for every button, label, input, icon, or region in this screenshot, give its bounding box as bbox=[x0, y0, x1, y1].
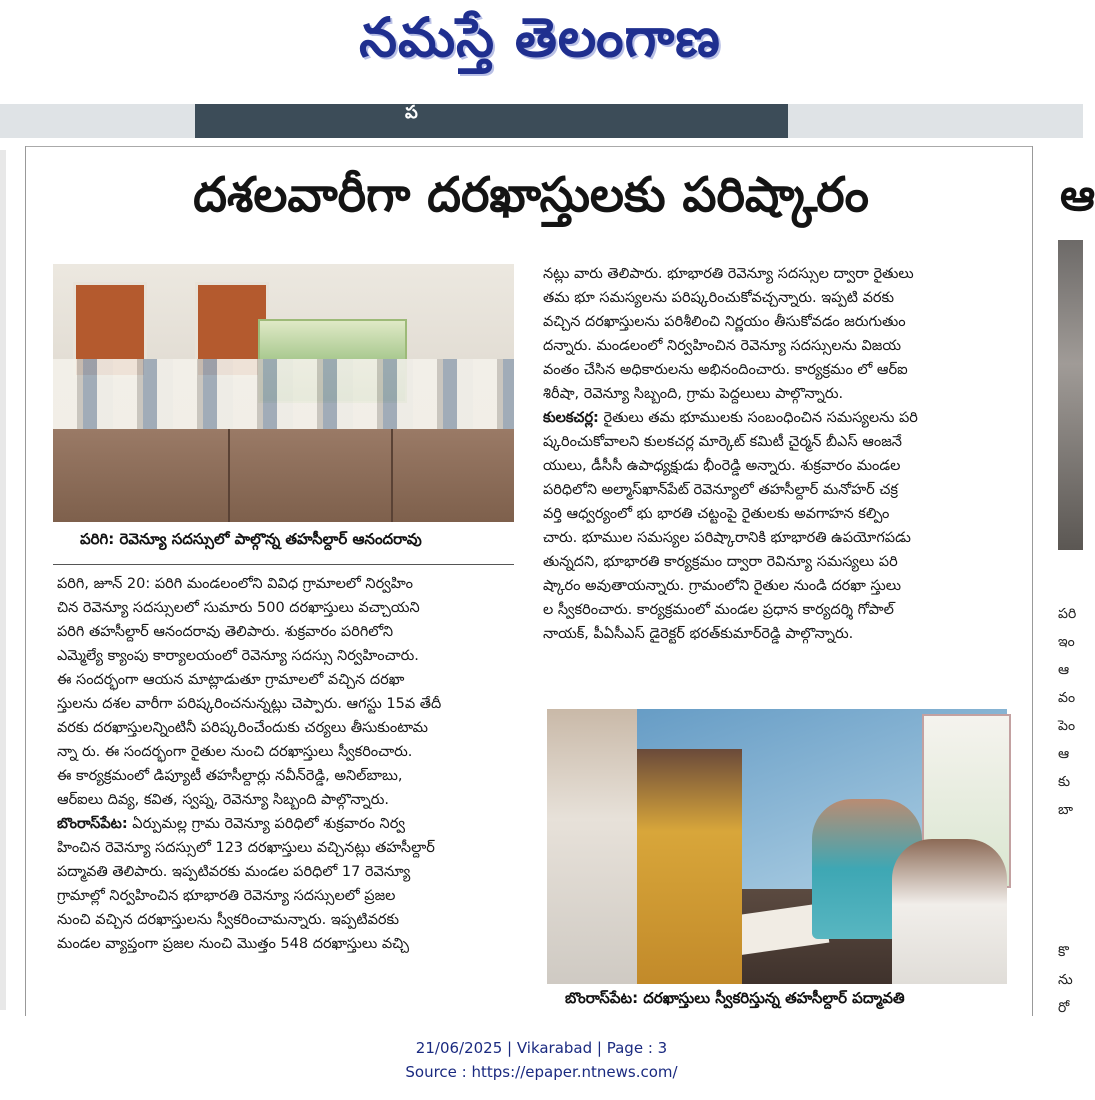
photo2-caption: బొంరాస్‌పేట: దరఖాస్తులు స్వీకరిస్తున్న తహసీల్దార్ పద్మావతి bbox=[565, 989, 905, 1007]
article-headline: దశలవారీగా దరఖాస్తులకు పరిష్కారం bbox=[193, 167, 869, 223]
body-line: ష్కారం అవుతాయన్నారు. గ్రామంలోని రైతుల నుండి దరఖా స్తులు bbox=[543, 578, 902, 594]
adjacent-text: రో bbox=[1058, 1000, 1070, 1016]
body-line: నుంచి వచ్చిన దరఖాస్తులను స్వీకరించామన్నారు. ఇప్పటివరకు bbox=[57, 912, 400, 928]
body-line: ల స్వీకరించారు. కార్యక్రమంలో మండల ప్రధాన కార్యదర్శి గోపాల్ bbox=[543, 602, 894, 618]
body-line: ఎమ్మెల్యే క్యాంపు కార్యాలయంలో రెవెన్యూ సదస్సు నిర్వహించారు. bbox=[57, 648, 419, 664]
body-line: హించిన రెవెన్యూ సదస్సులో 123 దరఖాస్తులు వచ్చినట్లు తహసీల్దార్ bbox=[57, 840, 435, 856]
body-line: చిన రెవెన్యూ సదస్సులలో సుమారు 500 దరఖాస్తులు వచ్చాయని bbox=[57, 600, 420, 616]
body-line: పరిధిలోని అల్మాస్‌ఖాన్‌పేట్ రెవెన్యూలో తహసీల్దార్ మనోహర్ చక్ర bbox=[543, 482, 898, 498]
adjacent-text: బా bbox=[1058, 802, 1074, 818]
body-line: పద్మావతి తెలిపారు. ఇప్పటివరకు మండల పరిధిలో 17 రెవెన్యూ bbox=[57, 864, 411, 880]
body-line: తున్నదని, భూభారతి కార్యక్రమం ద్వారా రెవిన్యూ సమస్యలు పరి bbox=[543, 554, 898, 570]
body-line: ఈ సందర్భంగా ఆయన మాట్లాడుతూ గ్రామాలలో వచ్చిన దరఖా bbox=[57, 672, 405, 688]
body-line: నాయక్, పీఏసీఎస్ డైరెక్టర్ భరత్‌కుమార్‌రెడ్డి పాల్గొన్నారు. bbox=[543, 626, 854, 642]
body-line: వంతం చేసిన అధికారులను అభినందించారు. కార్యక్రమం లో ఆర్ఐ bbox=[543, 362, 908, 378]
article-column-2 bbox=[543, 262, 1013, 646]
page-footer bbox=[0, 1036, 1083, 1084]
band-glyph: ప bbox=[405, 102, 418, 123]
adjacent-text: ఆ bbox=[1058, 662, 1070, 678]
left-column-rule bbox=[25, 146, 26, 1016]
body-line: గ్రామాల్లో నిర్వహించిన భూభారతి రెవెన్యూ సదస్సులలో ప్రజల bbox=[57, 888, 396, 904]
body-line: చారు. భూముల సమస్యల పరిష్కారానికి భూభారతి ఉపయోగపడు bbox=[543, 530, 911, 546]
adjacent-photo bbox=[1058, 240, 1083, 550]
newspaper-logo: నమస్తే తెలంగాణ bbox=[359, 6, 721, 69]
adjacent-text: కొ bbox=[1058, 944, 1069, 960]
adjacent-text: ఇం bbox=[1058, 634, 1075, 650]
photo-revenue-meeting bbox=[53, 264, 514, 522]
adjacent-text: పరి bbox=[1058, 606, 1077, 622]
body-line: వరకు దరఖాస్తులన్నింటినీ పరిష్కరించేందుకు చర్యలు తీసుకుంటామ bbox=[57, 720, 428, 736]
adjacent-headline-fragment: ఆ bbox=[1060, 170, 1095, 221]
footer-source: Source : https://epaper.ntnews.com/ bbox=[405, 1063, 678, 1081]
body-line: శిరీషా, రెవెన్యూ సిబ్బంది, గ్రామ పెద్దలులు పాల్గొన్నారు. bbox=[543, 386, 844, 402]
dateline-bomraspet: బొంరాస్‌పేట: bbox=[57, 816, 128, 832]
body-line bbox=[57, 812, 517, 836]
photo1-caption: పరిగి: రెవెన్యూ సదస్సులో పాల్గొన్న తహసీల్దార్ ఆనందరావు bbox=[80, 530, 422, 548]
body-line: ఆర్‌ఐలు దివ్య, కవిత, స్వప్న, రెవెన్యూ సిబ్బంది పాల్గొన్నారు. bbox=[57, 792, 389, 808]
caption-rule bbox=[53, 564, 514, 565]
footer-date-edition: 21/06/2025 | Vikarabad | Page : 3 bbox=[415, 1039, 668, 1057]
photo-applications-received bbox=[547, 709, 1007, 984]
adjacent-page-left bbox=[0, 150, 6, 1010]
article-column-1 bbox=[57, 572, 517, 956]
top-rule bbox=[25, 146, 1033, 147]
body-line: ష్కరించుకోవాలని కులకచర్ల మార్కెట్ కమిటీ చైర్మన్ బీఎస్ ఆంజనే bbox=[543, 434, 902, 450]
body-line: వర్తి ఆధ్వర్యంలో భు భారతి చట్టంపై రైతులకు అవగాహన కల్పిం bbox=[543, 506, 890, 522]
adjacent-text: కు bbox=[1058, 774, 1071, 790]
adjacent-article-right bbox=[1040, 150, 1095, 1020]
body-line: మండల వ్యాప్తంగా ప్రజల నుంచి మొత్తం 548 దరఖాస్తులు వచ్చి bbox=[57, 936, 410, 952]
body-line: వచ్చిన దరఖాస్తులను పరిశీలించి నిర్ణయం తీసుకోవడం జరుగుతుం bbox=[543, 314, 906, 330]
adjacent-text: ను bbox=[1058, 972, 1073, 988]
body-line: స్తులను దశల వారీగా పరిష్కరించనున్నట్లు చెప్పారు. ఆగస్టు 15వ తేదీ bbox=[57, 696, 442, 712]
body-line: ఈ కార్యక్రమంలో డిప్యూటీ తహసీల్దార్లు నవీన్‌రెడ్డి, అనిల్‌బాబు, bbox=[57, 768, 403, 784]
masthead bbox=[0, 0, 1083, 100]
body-line: పరిగి, జూన్ 20: పరిగి మండలంలోని వివిధ గ్రామాలలో నిర్వహిం bbox=[57, 576, 413, 592]
body-line: తమ భూ సమస్యలను పరిష్కరించుకోవచ్చన్నారు. ఇప్పటి వరకు bbox=[543, 290, 895, 306]
dateline-kulkacharla: కులకచర్ల: bbox=[543, 410, 599, 426]
right-column-rule bbox=[1032, 146, 1033, 1016]
adjacent-text: వం bbox=[1058, 690, 1076, 706]
adjacent-text: పెం bbox=[1058, 718, 1076, 734]
body-line: న్నా రు. ఈ సందర్భంగా రైతుల నుంచి దరఖాస్తులు స్వీకరించారు. bbox=[57, 744, 413, 760]
adjacent-text: ఆ bbox=[1058, 746, 1070, 762]
body-line: పరిగి తహసీల్దార్ ఆనందరావు తెలిపారు. శుక్రవారం పరిగిలోని bbox=[57, 624, 394, 640]
body-line-text: రైతులు తమ భూములకు సంబంధించిన సమస్యలను పరి bbox=[598, 410, 918, 426]
body-line-text: ఏర్పుమల్ల గ్రామ రెవెన్యూ పరిధిలో శుక్రవారం నిర్వ bbox=[127, 816, 405, 832]
section-band bbox=[195, 104, 788, 138]
body-line bbox=[543, 406, 1013, 430]
body-line: దన్నారు. మండలంలో నిర్వహించిన రెవెన్యూ సదస్సులను విజయ bbox=[543, 338, 902, 354]
body-line: యులు, డీసీసీ ఉపాధ్యక్షుడు భీంరెడ్డి అన్నారు. శుక్రవారం మండల bbox=[543, 458, 901, 474]
body-line: నట్లు వారు తెలిపారు. భూభారతి రెవెన్యూ సదస్సుల ద్వారా రైతులు bbox=[543, 266, 914, 282]
